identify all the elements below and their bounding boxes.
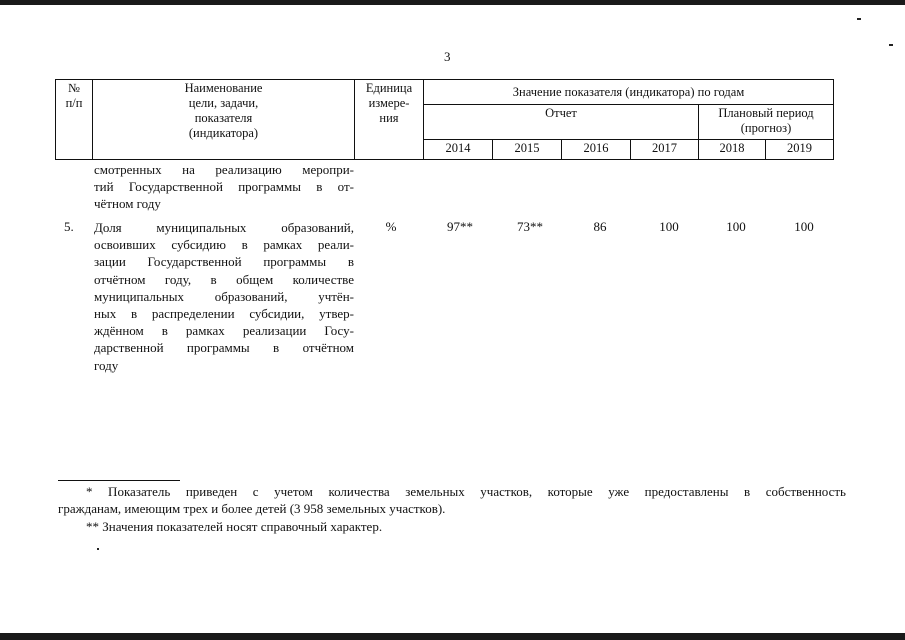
indicator-description — [94, 219, 354, 374]
footnote-1-line-1: * Показатель приведен с учетом количества земельных участков, которые уже предоставлены в собственность — [86, 484, 846, 499]
scan-speck — [857, 18, 861, 20]
page-number: 3 — [444, 49, 451, 64]
footnote-2: ** Значения показателей носят справочный характер. — [86, 519, 383, 534]
indicator-table-header — [55, 79, 834, 160]
header-year: 2017 — [631, 140, 699, 160]
text-line: тий Государственной программы в от- — [94, 179, 354, 195]
scan-border-bottom — [0, 633, 905, 640]
header-unit-cell: Единица измере- ния — [355, 80, 424, 160]
header-year: 2014 — [424, 140, 493, 160]
footnote-1-line-2: гражданам, имеющим трех и более детей (3 958 земельных участков). — [58, 501, 446, 516]
value-2014: 97** — [447, 219, 473, 234]
text-line: муниципальных образований, учтён- — [94, 288, 354, 304]
text-line: Доля муниципальных образований, — [94, 220, 354, 235]
text-line: ных в распределении субсидии, утвер- — [94, 306, 354, 322]
text-line: чётном году — [94, 196, 161, 212]
value-2017: 100 — [659, 219, 679, 234]
header-name-cell: Наименование цели, задачи, показателя (индикатора) — [93, 80, 355, 160]
header-values-title: Значение показателя (индикатора) по годам — [424, 80, 834, 105]
text-line: ждённом в рамках реализации Госу- — [94, 323, 354, 339]
text-line: зации Государственной программы в — [94, 254, 354, 270]
header-year: 2016 — [562, 140, 631, 160]
footnote-separator — [58, 480, 180, 481]
value-2019: 100 — [794, 219, 814, 234]
value-2015: 73** — [517, 219, 543, 234]
value-2018: 100 — [726, 219, 746, 234]
scan-speck — [97, 548, 99, 550]
text-line: дарственной программы в отчётном — [94, 340, 354, 356]
header-year: 2019 — [766, 140, 834, 160]
header-report: Отчет — [424, 105, 699, 140]
header-plan-period: Плановый период (прогноз) — [699, 105, 834, 140]
text-line: году — [94, 357, 119, 373]
unit-value: % — [385, 219, 397, 234]
row-number: 5. — [64, 219, 74, 234]
continuation-text — [94, 161, 354, 213]
text-line: смотренных на реализацию меропри- — [94, 162, 354, 177]
value-2016: 86 — [593, 219, 607, 234]
scan-border-top — [0, 0, 905, 5]
text-line: освоивших субсидию в рамках реали- — [94, 237, 354, 253]
header-number-cell: № п/п — [56, 80, 93, 160]
header-year: 2018 — [699, 140, 766, 160]
header-year: 2015 — [493, 140, 562, 160]
scan-speck — [889, 44, 893, 46]
text-line: отчётном году, в общем количестве — [94, 271, 354, 287]
